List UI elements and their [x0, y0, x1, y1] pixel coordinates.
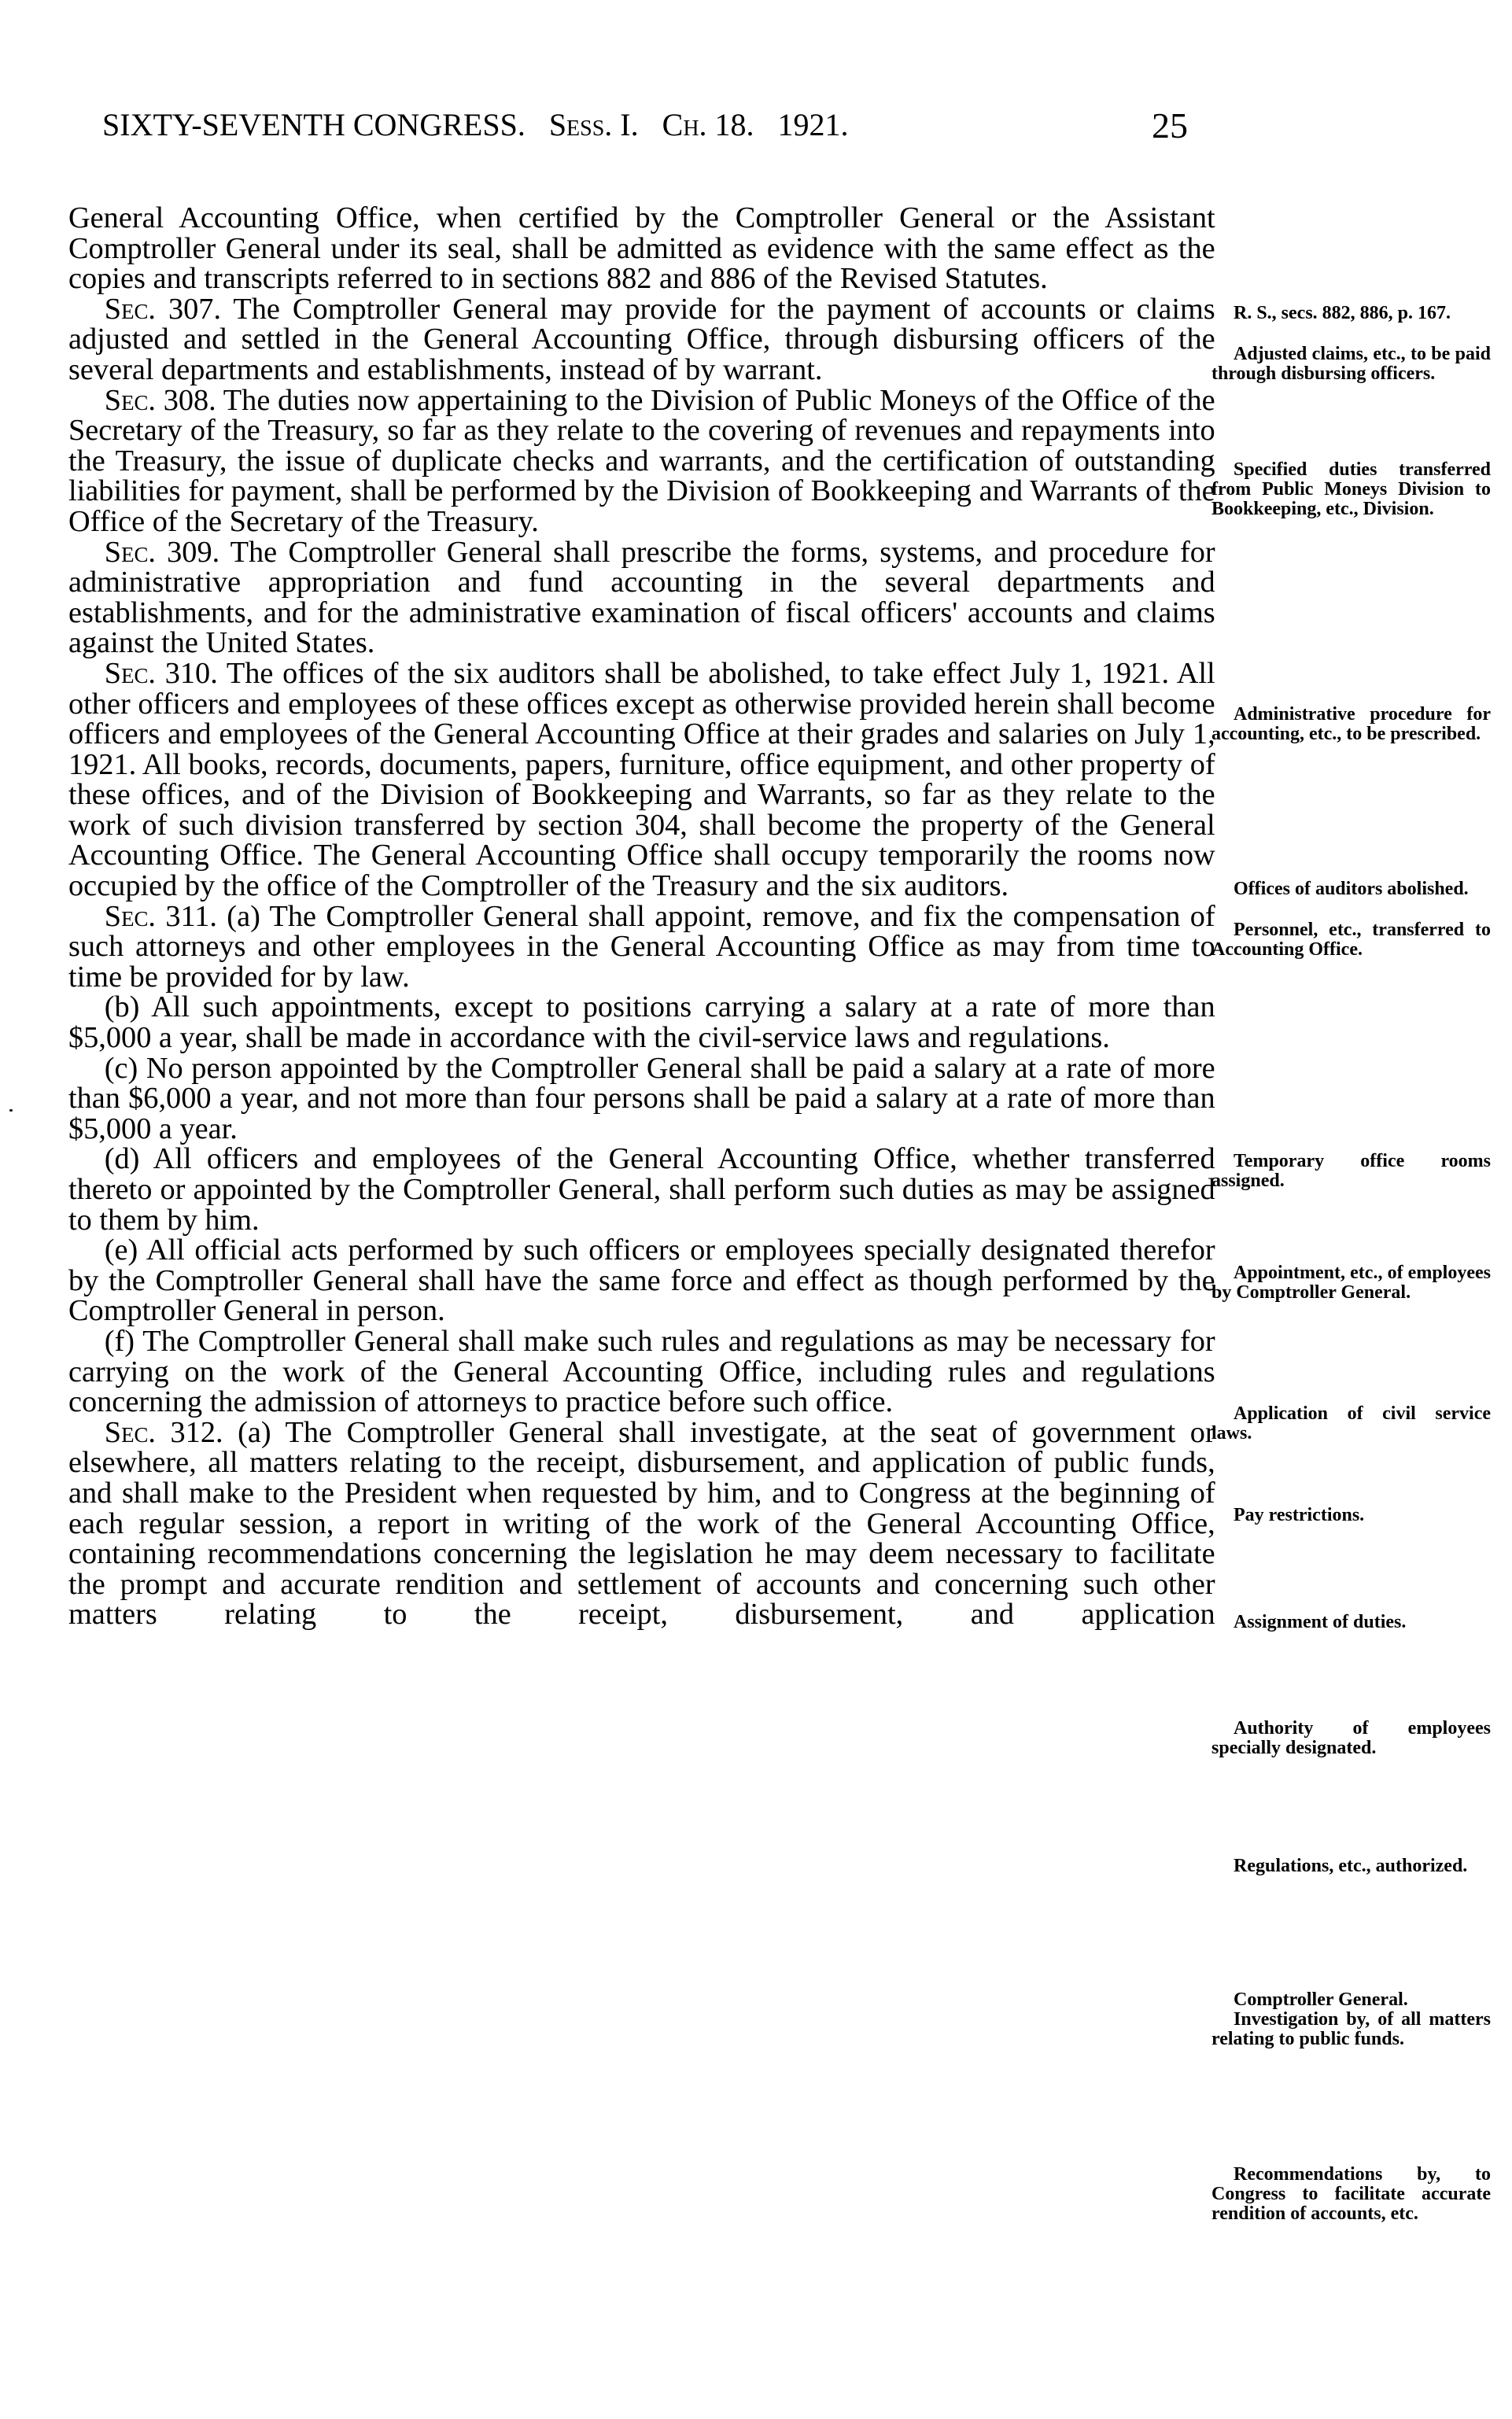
section-number: Sec. 311.	[104, 899, 217, 933]
margin-note-comptroller-general-heading: Comptroller General.	[1234, 1989, 1408, 2010]
section-307	[68, 294, 1215, 385]
section-number: Sec. 307.	[104, 292, 222, 326]
running-head	[102, 106, 849, 143]
paragraph-text: The Comptroller General may provide for the payment of accounts or claims adjusted and settled in the General Accounting Office, through disbursing officers of the several departments and establishments, instead of by warrant.	[68, 292, 1215, 386]
paragraph-text: General Accounting Office, when certified by the Comptroller General or the Assistant Comptroller General under its seal, shall be admitted as evidence with the same effect as the copies and transcripts referred to in sections 882 and 886 of the Revised Statutes.	[68, 201, 1215, 296]
section-309	[68, 537, 1215, 658]
section-number: Sec. 312.	[104, 1415, 223, 1449]
paragraph-continuation	[68, 203, 1215, 294]
margin-note-appointment-of-employees: Appointment, etc., of employees by Comptroller General.	[1211, 1263, 1491, 1303]
margin-note-temporary-office-rooms: Temporary office rooms assigned.	[1211, 1151, 1491, 1191]
margin-note-assignment-of-duties: Assignment of duties.	[1234, 1612, 1407, 1632]
margin-note-pay-restrictions: Pay restrictions.	[1234, 1505, 1365, 1525]
scan-speck	[9, 1109, 13, 1112]
margin-note-investigation-public-funds: Investigation by, of all matters relating to public funds.	[1211, 2009, 1491, 2049]
margin-note-specified-duties: Specified duties transferred from Public Moneys Division to Bookkeeping, etc., Division.	[1211, 459, 1491, 519]
margin-note-authority-of-employees: Authority of employees specially designated.	[1211, 1718, 1491, 1758]
margin-note-regulations-authorized: Regulations, etc., authorized.	[1234, 1856, 1468, 1876]
paragraph-text: (e) All official acts performed by such officers or employees specially designated therefor by the Comptroller General shall have the same force and effect as though performed by the Comptroller General in person.	[68, 1233, 1215, 1328]
margin-note-offices-of-auditors: Offices of auditors abolished.	[1234, 879, 1469, 899]
section-311-a	[68, 899, 1215, 994]
section-310	[68, 658, 1215, 902]
paragraph-text: The offices of the six auditors shall be abolished, to take effect July 1, 1921. All other officers and employees of these offices except as otherwise provided herein shall become officers and employees of the General Accounting Office at their grades and salaries on July 1, 1921. All books, records, documents, papers, furniture, office equipment, and other property of these offices, and of the Division of Bookkeeping and Warrants, so far as they relate to the work of such division transferred by section 304, shall become the property of the General Accounting Office. The General Accounting Office shall occupy temporarily the rooms now occupied by the office of the Comptroller of the Treasury and the six auditors.	[68, 656, 1215, 903]
section-312-a	[68, 1415, 1215, 1661]
paragraph-text: (a) The Comptroller General shall investigate, at the seat of government or elsewhere, all matters relating to the receipt, disbursement, and application of public funds, and shall make to the President when requested by him, and to Congress at the beginning of each regular session, a report in writing of the work of the General Accounting Office, containing recommendations concerning the legislation he may deem necessary to facilitate the prompt and accurate rendition and settlement of accounts and concerning such other matters relating to the receipt, disbursement, and application	[68, 1415, 1215, 1632]
section-number: Sec. 310.	[104, 656, 218, 690]
margin-note-rs-citation: R. S., secs. 882, 886, p. 167.	[1234, 303, 1451, 323]
section-311-f	[68, 1326, 1215, 1418]
paragraph-text: The Comptroller General shall prescribe the forms, systems, and procedure for administrative appropriation and fund accounting in the several departments and establishments, and for the administrative examination of fiscal officers' accounts and claims against the United States.	[68, 535, 1215, 660]
section-number: Sec. 308.	[104, 383, 216, 417]
paragraph-text: (f) The Comptroller General shall make such rules and regulations as may be necessary for carrying on the work of the General Accounting Office, including rules and regulations concerning the admission of attorneys to practice before such office.	[68, 1324, 1215, 1419]
year-label: 1921.	[777, 107, 849, 142]
section-311-e	[68, 1235, 1215, 1326]
margin-note-civil-service-laws: Application of civil service laws.	[1211, 1403, 1491, 1444]
paragraph-text: The duties now appertaining to the Division of Public Moneys of the Office of the Secretary of the Treasury, so far as they relate to the covering of revenues and repayments into the Treasury, the issue of duplicate checks and warrants, and the certification of outstanding liabilities for payment, shall be performed by the Division of Bookkeeping and Warrants of the Office of the Secretary of the Treasury.	[68, 383, 1215, 538]
congress-title: SIXTY-SEVENTH CONGRESS.	[102, 107, 526, 142]
margin-note-administrative-procedure: Administrative procedure for accounting, etc., to be prescribed.	[1211, 704, 1491, 744]
chapter-label: Ch. 18.	[662, 107, 754, 142]
main-text-column	[68, 203, 1215, 1661]
running-header	[102, 106, 1188, 146]
paragraph-text: (b) All such appointments, except to positions carrying a salary at a rate of more than $5,000 a year, shall be made in accordance with the civil-service laws and regulations.	[68, 990, 1215, 1055]
margin-note-adjusted-claims: Adjusted claims, etc., to be paid through disbursing officers.	[1211, 344, 1491, 384]
section-number: Sec. 309.	[104, 535, 220, 569]
page-number: 25	[1152, 105, 1188, 146]
section-308	[68, 385, 1215, 537]
session-label: Sess. I.	[548, 107, 639, 142]
section-311-d	[68, 1144, 1215, 1235]
paragraph-text: (d) All officers and employees of the General Accounting Office, whether transferred thereto or appointed by the Comptroller General, shall perform such duties as may be assigned to them by him.	[68, 1142, 1215, 1237]
margin-note-recommendations-to-congress: Recommendations by, to Congress to facilitate accurate rendition of accounts, etc.	[1211, 2164, 1491, 2224]
section-311-b	[68, 992, 1215, 1053]
paragraph-text: (a) The Comptroller General shall appoint, remove, and fix the compensation of such attorneys and other employees in the General Accounting Office as may from time to time be provided for by law.	[68, 899, 1215, 994]
section-311-c	[68, 1053, 1215, 1145]
paragraph-text: (c) No person appointed by the Comptroller General shall be paid a salary at a rate of more than $6,000 a year, and not more than four persons shall be paid a salary at a rate of more than $5,000 a year.	[68, 1051, 1215, 1145]
margin-note-personnel-transferred: Personnel, etc., transferred to Accounting Office.	[1211, 920, 1491, 960]
